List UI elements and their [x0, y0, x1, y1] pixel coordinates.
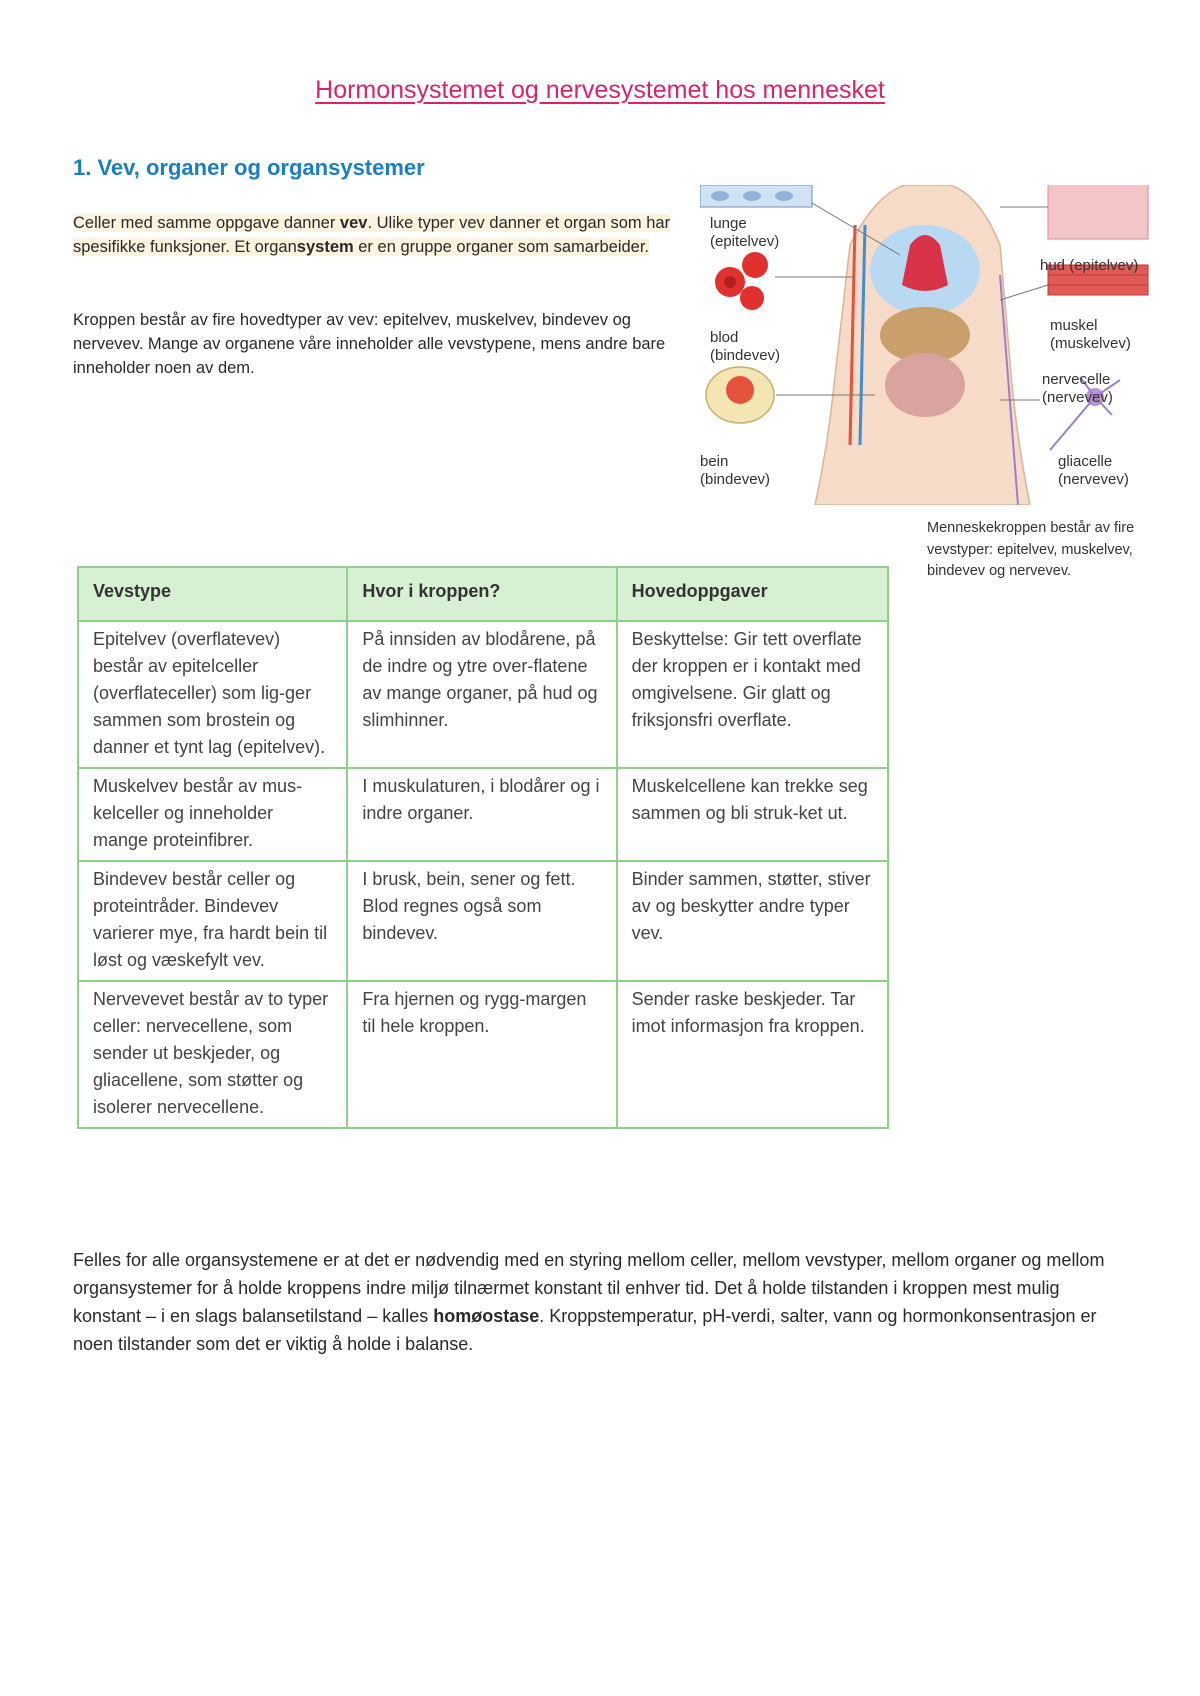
- label-blod: blod (bindevev): [710, 329, 781, 364]
- label-bein: bein (bindevev): [700, 453, 771, 488]
- table-cell: Muskelcellene kan trekke seg sammen og bli struk-ket ut.: [617, 768, 888, 861]
- epithelium-strip-icon: [700, 185, 812, 207]
- intro-text-a: Celler med samme oppgave danner: [73, 214, 340, 232]
- header-hvor: Hvor i kroppen?: [347, 567, 616, 621]
- skin-tissue-icon: [1048, 185, 1148, 239]
- table-cell: Muskelvev består av mus-kelceller og inneholder mange proteinfibrer.: [78, 768, 347, 861]
- table-cell: Nervevevet består av to typer celler: nervecellene, som sender ut beskjeder, og gliacellene, som støtter og isolerer nervecellene.: [78, 981, 347, 1128]
- body-tissue-figure: [700, 185, 1160, 505]
- table-cell: Beskyttelse: Gir tett overflate der kroppen er i kontakt med omgivelsene. Gir glatt og friksjonsfri overflate.: [617, 621, 888, 768]
- intro-text-e: er en gruppe organer som samarbeider.: [353, 238, 650, 256]
- table-cell: På innsiden av blodårene, på de indre og ytre over-flatene av mange organer, på hud og slimhinner.: [347, 621, 616, 768]
- table-row: [78, 981, 888, 1128]
- body-silhouette-icon: [815, 185, 1030, 505]
- table-cell: I brusk, bein, sener og fett. Blod regnes også som bindevev.: [347, 861, 616, 981]
- term-homeostase: homøostase: [433, 1306, 540, 1326]
- bone-section-icon: [706, 367, 774, 423]
- header-hovedoppgaver: Hovedoppgaver: [617, 567, 888, 621]
- header-vevstype: Vevstype: [78, 567, 347, 621]
- label-hud: hud (epitelvev): [1040, 257, 1139, 274]
- tissue-table: [77, 566, 889, 1129]
- table-header-row: [78, 567, 888, 621]
- intro-term-system: system: [296, 238, 354, 256]
- table-row: [78, 621, 888, 768]
- figure-caption: Menneskekroppen består av fire vevstyper: epitelvev, muskelvev, bindevev og nervevev.: [927, 520, 1135, 579]
- tissue-types-paragraph: Kroppen består av fire hovedtyper av vev: epitelvev, muskelvev, bindevev og nervevev. Mange av organene våre inneholder alle vevstypene, mens andre bare inneholder noen av dem.: [73, 311, 666, 377]
- table-cell: I muskulaturen, i blodårer og i indre organer.: [347, 768, 616, 861]
- section-heading: 1. Vev, organer og organsystemer: [73, 155, 425, 180]
- closing-text-a: Felles for alle organsystemene er at det er nødvendig med en styring mellom celler, mellom vevstyper, mellom organer og mellom organsystemer for å holde kroppens indre miljø tilnærmet konstant til enhver tid. Det å holde tilstanden i kroppen mest mulig konstant – i en slags balansetilstand – kalles: [73, 1250, 1105, 1326]
- label-lunge: lunge (epitelvev): [710, 215, 780, 250]
- table-cell: Binder sammen, støtter, stiver av og beskytter andre typer vev.: [617, 861, 888, 981]
- label-muskel: muskel (muskelvev): [1050, 317, 1131, 352]
- table-cell: Bindevev består celler og proteintråder. Bindevev varierer mye, fra hardt bein til løst og væskefylt vev.: [78, 861, 347, 981]
- table-cell: Fra hjernen og rygg-margen til hele kroppen.: [347, 981, 616, 1128]
- intro-text-c: . Ulike typer vev danner et organ som har spesifikke funksjoner. Et organ: [73, 214, 671, 256]
- homeostasis-paragraph: [73, 1246, 1123, 1358]
- label-nervecelle: nervecelle (nervevev): [1042, 371, 1113, 406]
- table-row: [78, 861, 888, 981]
- table-row: [78, 768, 888, 861]
- table-cell: Epitelvev (overflatevev) består av epitelceller (overflateceller) som lig-ger sammen som brostein og danner et tynt lag (epitelvev).: [78, 621, 347, 768]
- table-cell: Sender raske beskjeder. Tar imot informasjon fra kroppen.: [617, 981, 888, 1128]
- intro-term-vev: vev: [339, 214, 368, 232]
- page-title: Hormonsystemet og nervesystemet hos mennesket: [315, 76, 885, 104]
- blood-cells-icon: [715, 252, 768, 310]
- closing-text-c: . Kroppstemperatur, pH-verdi, salter, vann og hormonkonsentrasjon er noen tilstander som det er viktig å holde i balanse.: [73, 1306, 1097, 1354]
- intro-paragraph: [73, 211, 673, 259]
- label-gliacelle: gliacelle (nervevev): [1058, 453, 1129, 488]
